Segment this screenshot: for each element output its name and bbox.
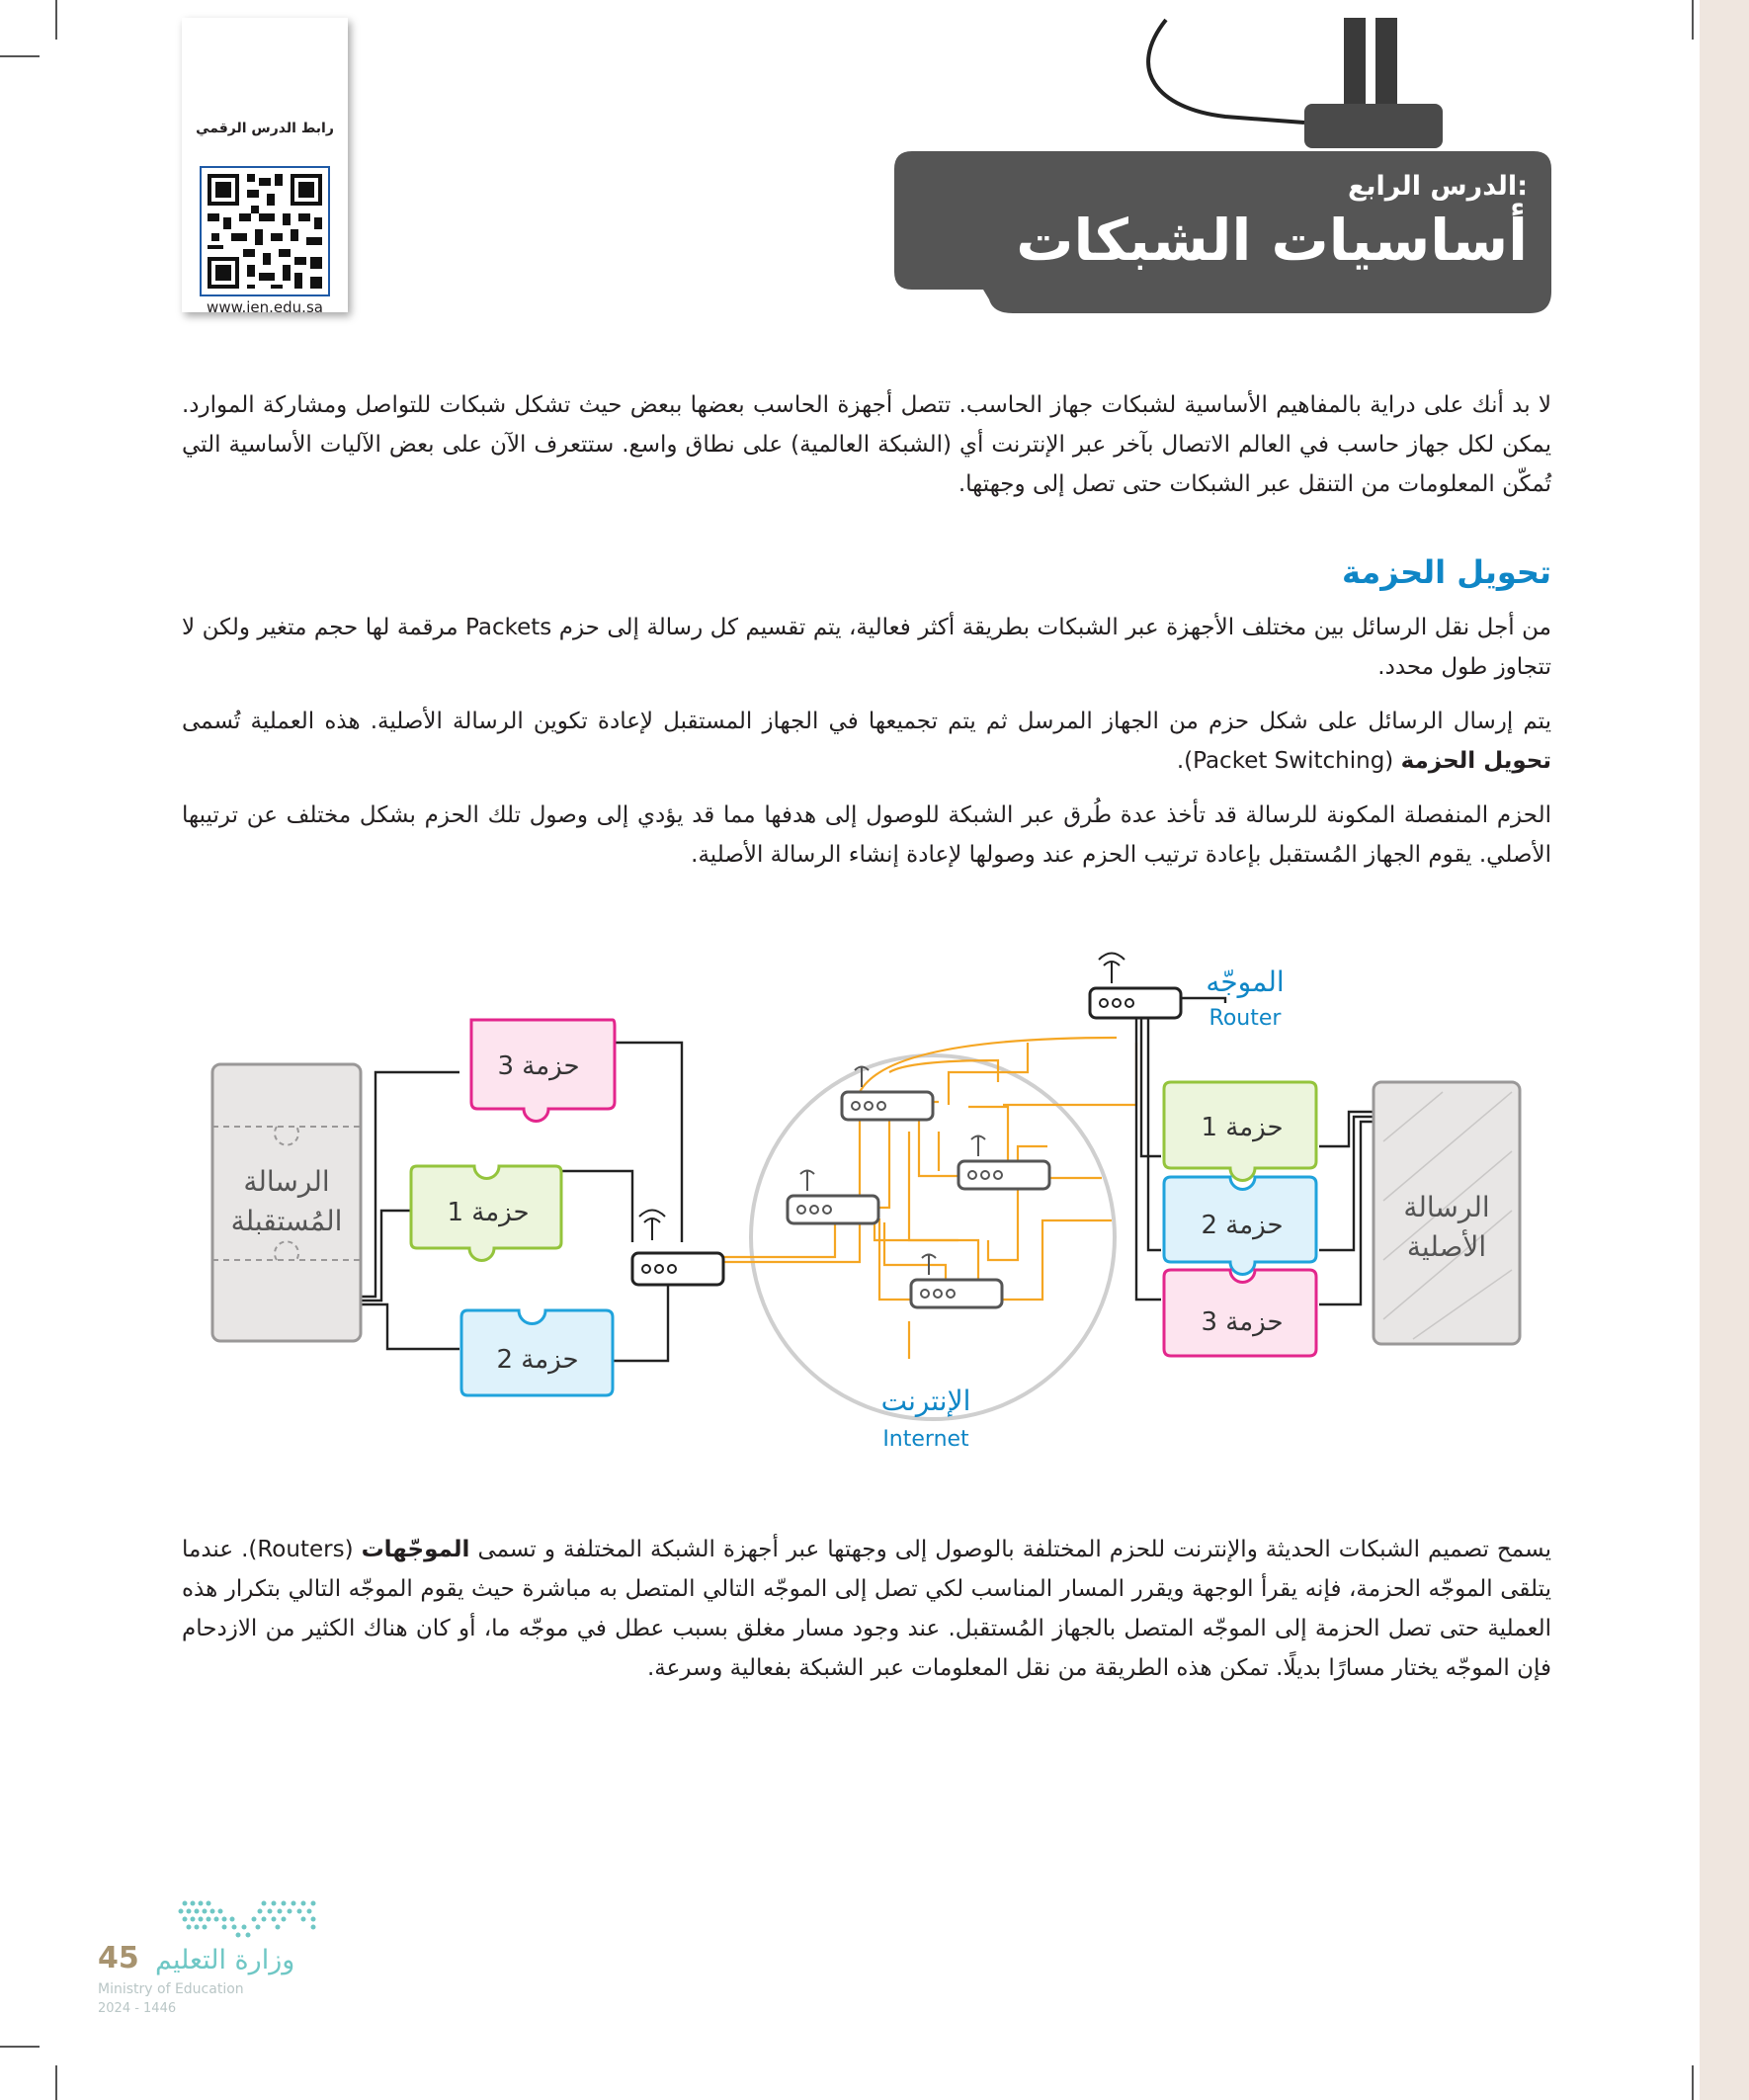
page-number: 45 (98, 1941, 139, 1975)
crop-mark (1692, 2065, 1694, 2100)
router-label-en: Router (1208, 1006, 1282, 1031)
original-message-label: الأصلية (1406, 1230, 1487, 1263)
received-message-label: الرسالة (243, 1165, 330, 1198)
qr-caption: رابط الدرس الرقمي (196, 121, 334, 136)
crop-mark (0, 55, 40, 57)
ministry-logo (94, 1897, 331, 2036)
page-side-strip (1700, 0, 1749, 2100)
lesson-title: أساسيات الشبكات (1016, 207, 1528, 274)
ministry-name-ar: وزارة التعليم (155, 1945, 295, 1975)
paragraph-text: (Routers). عندما يتلقى الموجّه الحزمة، فإنه يقرأ الوجهة ويقرر المسار المناسب لكي تصل إلى الموجّه التالي المتصل به مباشرة حيث يقوم الموجّه التالي بتكرار هذه العملية حتى تصل الحزمة إلى الموجّه المتصل بالجهاز المُستقبل. عند وجود مسار مغلق بسبب عطل في موجّه ما، أو كان هناك الكثير من الازدحام فإن الموجّه يختار مسارًا بديلًا. تمكن هذه الطريقة من نقل المعلومات عبر الشبكة بفعالية وسرعة. (182, 1537, 1551, 1681)
svg-text:حزمة 1: حزمة 1 (1201, 1113, 1284, 1142)
crop-mark (55, 2065, 57, 2100)
term-packet-switching: تحويل الحزمة (1400, 748, 1551, 774)
edition-year: 2024 - 1446 (98, 2001, 177, 2016)
qr-card[interactable] (182, 18, 348, 316)
paragraph-text: يسمح تصميم الشبكات الحديثة والإنترنت للحزم المختلفة بالوصول إلى وجهتها عبر أجهزة الشبكة المختلفة و تسمى (469, 1537, 1551, 1562)
packet-2-right (1164, 1177, 1316, 1275)
svg-text:حزمة 3: حزمة 3 (497, 1051, 580, 1081)
original-message-label: الرسالة (1403, 1191, 1490, 1223)
lesson-banner (894, 151, 1551, 313)
svg-text:حزمة 2: حزمة 2 (1201, 1211, 1284, 1240)
internet-label-ar: الإنترنت (880, 1385, 971, 1417)
qr-url[interactable]: www.ien.edu.sa (207, 298, 323, 316)
ministry-name-en: Ministry of Education (98, 1981, 244, 1997)
qr-code-icon[interactable] (200, 166, 330, 296)
internet-links (721, 1038, 1136, 1359)
term-routers: الموجّهات (361, 1537, 470, 1562)
crop-mark (0, 2046, 40, 2048)
router-icon (788, 1171, 878, 1224)
svg-text:حزمة 3: حزمة 3 (1201, 1307, 1284, 1337)
intro-paragraph: لا بد أنك على دراية بالمفاهيم الأساسية لشبكات جهاز الحاسب. تتصل أجهزة الحاسب بعضها ببعض حيث تشكل شبكات للتواصل ومشاركة الموارد. يمكن لكل جهاز حاسب في العالم الاتصال بآخر عبر الإنترنت أي (الشبكة العالمية) على نطاق واسع. ستتعرف الآن على بعض الآليات الأساسية التي تُمكّن المعلومات من التنقل عبر الشبكات حتى تصل إلى وجهتها. (182, 392, 1551, 497)
paragraph-text: يتم إرسال الرسائل على شكل حزم من الجهاز المرسل ثم يتم تجميعها في الجهاز المستقبل لإعادة تكوين الرسالة الأصلية. هذه العملية تُسمى (182, 709, 1551, 734)
received-message-box (212, 1064, 361, 1341)
paragraph-routers (182, 1530, 1551, 1688)
paragraph-packet-switching (182, 702, 1551, 781)
packet-1-right (1164, 1082, 1316, 1181)
packet-switching-diagram (198, 944, 1541, 1458)
paragraph-text: (Packet Switching). (1176, 748, 1401, 774)
packet-3-left (471, 1020, 615, 1122)
router-icon (958, 1136, 1049, 1190)
lesson-number: الدرس الرابع: (1347, 171, 1528, 202)
paragraph-reordering: الحزم المنفصلة المكونة للرسالة قد تأخذ عدة طُرق عبر الشبكة للوصول إلى هدفها مما قد يؤدي إلى وصول تلك الحزم بشكل مختلف عن ترتيبها الأصلي. يقوم الجهاز المُستقبل بإعادة ترتيب الحزم عند وصولها لإعادة إنشاء الرسالة الأصلية. (182, 802, 1551, 868)
crop-mark (55, 0, 57, 40)
paragraph-packets: من أجل نقل الرسائل بين مختلف الأجهزة عبر الشبكات بطريقة أكثر فعالية، يتم تقسيم كل رسالة إلى حزم Packets مرقمة لها حجم متغير ولكن لا تتجاوز طول محدد. (182, 615, 1551, 680)
packet-2-left (461, 1310, 613, 1395)
router-label-ar: الموجّه (1206, 966, 1285, 998)
ministry-logo-dots (175, 1897, 323, 1941)
router-icon (1090, 954, 1181, 1019)
packet-1-left (411, 1166, 561, 1261)
svg-text:حزمة 2: حزمة 2 (496, 1345, 579, 1375)
svg-text:حزمة 1: حزمة 1 (447, 1198, 530, 1227)
received-message-label: المُستقبلة (230, 1205, 343, 1237)
internet-label-en: Internet (882, 1427, 969, 1452)
section-heading: تحويل الحزمة (1341, 553, 1551, 591)
router-icon (632, 1211, 723, 1286)
crop-mark (1692, 0, 1694, 40)
router-icon (911, 1255, 1002, 1308)
packet-3-right (1164, 1270, 1316, 1356)
network-cable-decoration (1107, 0, 1522, 158)
